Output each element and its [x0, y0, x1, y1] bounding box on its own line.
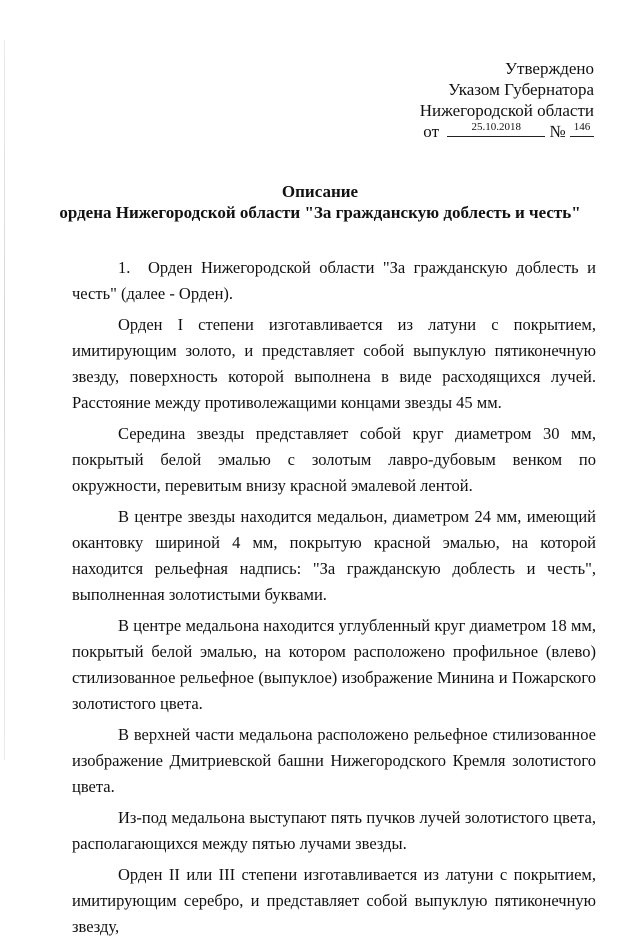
- paragraph-5: В центре медальона находится углубленный круг диаметром 18 мм, покрытый белой эмалью, на котором расположено профильное (влево) стилизованное рельефное (выпуклое) изображение Минина и Пожарского золотистого цвета.: [72, 616, 596, 713]
- paragraph-2: Орден I степени изготавливается из латуни с покрытием, имитирующим золото, и представляет собой выпуклую пятиконечную звезду, поверхность которой выполнена в виде расходящихся лучей. Расстояние между противолежащими концами звезды 45 мм.: [72, 315, 596, 412]
- approval-line-decree: Указом Губернатора: [448, 80, 594, 99]
- approval-stamp: [420, 58, 594, 142]
- number-field: [570, 121, 594, 137]
- date-field: [447, 121, 545, 137]
- paragraph-6: В верхней части медальона расположено рельефное стилизованное изображение Дмитриевской башни Нижегородского Кремля золотистого цвета.: [72, 725, 596, 796]
- approval-line-approved: Утверждено: [505, 59, 594, 78]
- paragraph-7: Из-под медальона выступают пять пучков лучей золотистого цвета, располагающихся между пятью лучами звезды.: [72, 808, 596, 853]
- paragraph-number: 1.: [118, 258, 131, 277]
- document-subtitle: ордена Нижегородской области "За гражданскую доблесть и честь": [59, 203, 581, 222]
- document-body: [72, 255, 596, 945]
- approval-line-region: Нижегородской области: [419, 101, 594, 120]
- date-value: 25.10.2018: [471, 121, 522, 133]
- paragraph-3: Середина звезды представляет собой круг диаметром 30 мм, покрытый белой эмалью с золотым лавро-дубовым венком по окружности, перевитым внизу красной эмалевой лентой.: [72, 424, 596, 495]
- scan-edge-mark: [4, 40, 5, 760]
- paragraph-8: Орден II или III степени изготавливается из латуни с покрытием, имитирующим серебро, и представляет собой выпуклую пятиконечную звезду,: [72, 865, 596, 936]
- paragraph-1: [72, 255, 596, 307]
- approval-date-number-line: [420, 121, 594, 142]
- from-prefix: от: [423, 122, 440, 141]
- paragraph-1-text: Орден Нижегородской области "За гражданскую доблесть и честь" (далее - Орден).: [72, 258, 596, 303]
- number-sign: №: [549, 122, 566, 141]
- document-title: Описание: [281, 182, 359, 201]
- paragraph-4: В центре звезды находится медальон, диаметром 24 мм, имеющий окантовку шириной 4 мм, покрытую красной эмалью, на которой находится рельефная надпись: "За гражданскую доблесть и честь", выполненная золотистыми буквами.: [72, 507, 596, 604]
- number-value: 146: [573, 121, 591, 133]
